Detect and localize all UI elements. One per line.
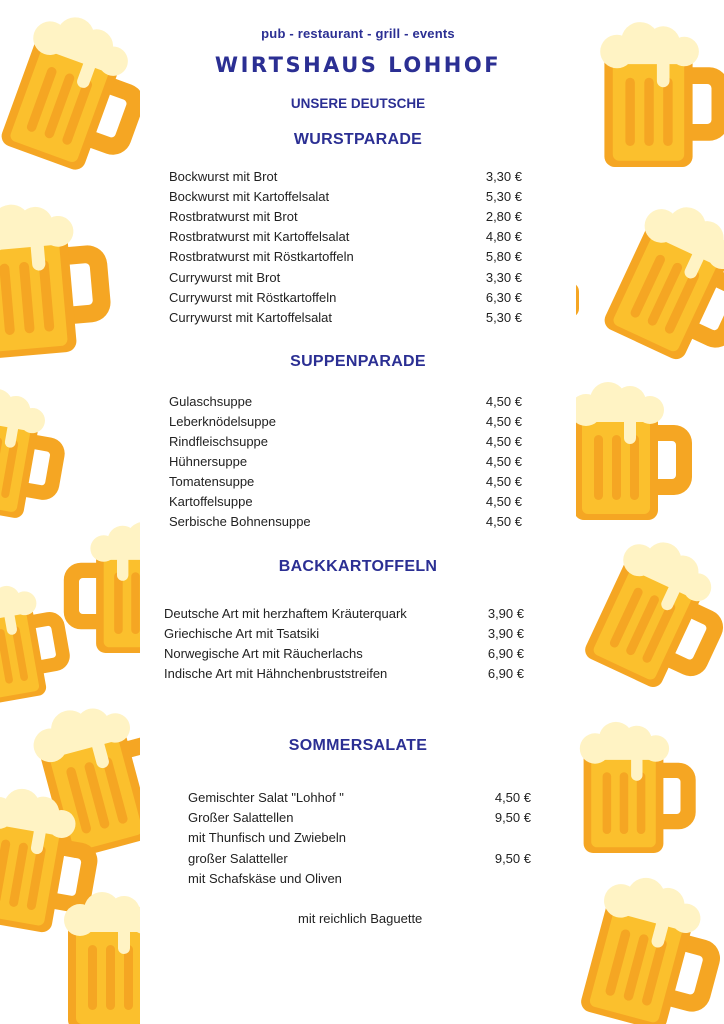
beer-mug-icon (576, 865, 724, 1024)
beer-mug-icon (60, 520, 140, 663)
beer-mug-icon (589, 189, 724, 389)
beer-mug-icon (576, 525, 724, 716)
menu-item-name: Bockwurst mit Brot (169, 169, 278, 184)
menu-item-name: Gemischter Salat "Lohhof " (188, 790, 344, 805)
beer-mug-icon (576, 260, 581, 335)
menu-item-price: 5,80 € (485, 249, 522, 265)
beer-mug-icon (596, 20, 724, 178)
baguette-note: mit reichlich Baguette (298, 911, 423, 926)
beer-mug-icon (60, 890, 140, 1024)
menu-item-name: Rindfleischsuppe (169, 434, 269, 449)
menu-item-name: Currywurst mit Röstkartoffeln (169, 289, 337, 305)
section-heading-wurstparade: WURSTPARADE (293, 131, 423, 148)
menu-item-price: 4,80 € (485, 229, 522, 245)
beer-mug-icon (0, 194, 120, 371)
menu-item-name: mit Schafskäse und Oliven (188, 870, 342, 886)
menu-item-name: Griechische Art mit Tsatsiki (164, 626, 320, 641)
menu-item-price: 9,50 € (494, 810, 531, 826)
menu-item-price: 5,30 € (485, 189, 522, 205)
menu-item-price: 4,50 € (485, 414, 522, 429)
beer-mug-icon (0, 1, 140, 196)
menu-item-name: mit Thunfisch und Zwiebeln (188, 830, 347, 846)
menu-item-price: 4,50 € (485, 434, 522, 449)
menu-item-price: 3,30 € (485, 269, 522, 285)
menu-item-name: Rostbratwurst mit Röstkartoffeln (169, 249, 354, 265)
menu-item-price: 4,50 € (485, 474, 522, 489)
section-heading-suppenparade: SUPPENPARADE (290, 353, 426, 370)
menu-item-name: Currywurst mit Kartoffelsalat (169, 309, 333, 325)
menu-item-name: Indische Art mit Hähnchenbruststreifen (164, 666, 388, 681)
menu-item-name: Kartoffelsuppe (169, 494, 253, 509)
menu-item-price: 5,30 € (485, 309, 522, 325)
menu-item-price: 6,90 € (487, 666, 524, 681)
menu-subtitle: UNSERE DEUTSCHE (290, 96, 426, 111)
menu-item-price: 9,50 € (494, 850, 531, 866)
menu-item-price: 4,50 € (494, 790, 531, 805)
section-heading-backkartoffeln: BACKKARTOFFELN (278, 558, 438, 575)
menu-item-name: Leberknödelsuppe (169, 414, 276, 429)
section-heading-sommersalate: SOMMERSALATE (288, 737, 428, 754)
restaurant-title: WIRTSHAUS LOHHOF (214, 53, 502, 77)
menu-item-name: großer Salatteller (188, 850, 288, 866)
menu-item-name: Bockwurst mit Kartoffelsalat (169, 189, 330, 205)
menu-item-price: 3,90 € (487, 606, 524, 621)
beer-mug-icon (576, 720, 700, 863)
menu-item-price: 4,50 € (485, 394, 522, 409)
beer-mug-pattern-left (0, 0, 140, 1024)
menu-item-name: Norwegische Art mit Räucherlachs (164, 646, 363, 661)
menu-item-name: Tomatensuppe (169, 474, 255, 489)
menu-page (140, 0, 576, 1024)
menu-item-price: 6,90 € (487, 646, 524, 661)
menu-item-price: 4,50 € (485, 494, 522, 509)
beer-mug-icon (0, 381, 78, 534)
tagline: pub - restaurant - grill - events (261, 26, 455, 41)
menu-item-price: 3,30 € (485, 169, 522, 184)
menu-item-name: Hühnersuppe (169, 454, 248, 469)
menu-item-price: 3,90 € (487, 626, 524, 641)
beer-mug-icon (576, 380, 696, 530)
menu-item-name: Deutsche Art mit herzhaftem Kräuterquark (164, 606, 407, 621)
menu-item-name: Rostbratwurst mit Kartoffelsalat (169, 229, 350, 245)
menu-item-name: Gulaschsuppe (169, 394, 253, 409)
menu-item-name: Rostbratwurst mit Brot (169, 209, 298, 225)
menu-item-price: 2,80 € (485, 209, 522, 225)
menu-item-name: Currywurst mit Brot (169, 269, 281, 285)
menu-item-price: 6,30 € (485, 289, 522, 305)
beer-mug-pattern-right (576, 0, 724, 1024)
menu-item-price: 4,50 € (485, 454, 522, 469)
menu-item-name: Serbische Bohnensuppe (169, 514, 311, 529)
menu-item-name: Großer Salattellen (188, 810, 294, 826)
menu-item-price: 4,50 € (485, 514, 522, 529)
